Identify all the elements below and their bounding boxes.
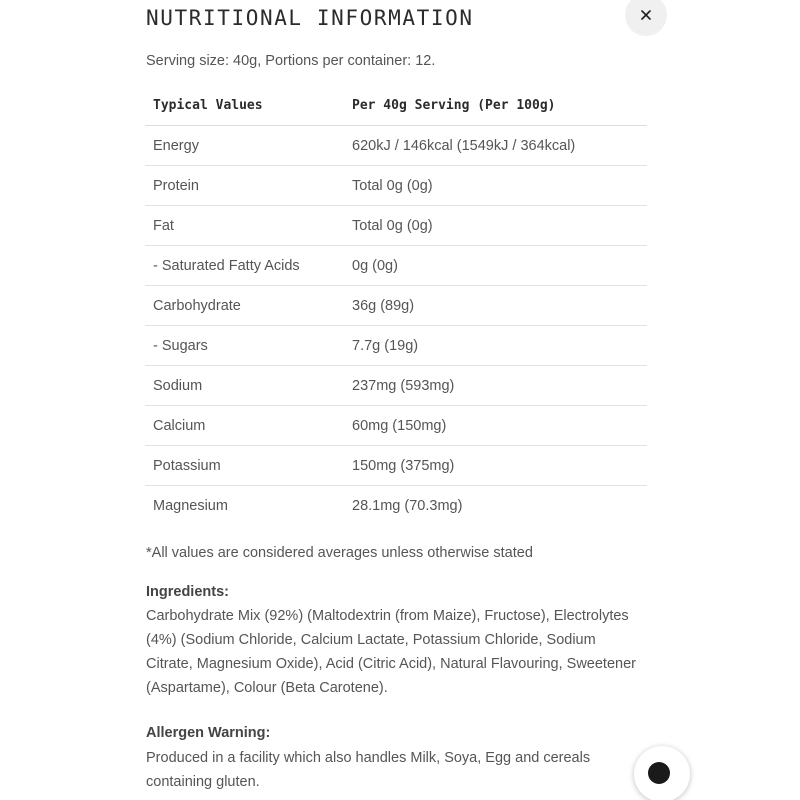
nutrient-name: Calcium: [145, 406, 344, 446]
ingredients-heading: Ingredients:: [146, 584, 229, 600]
nutrient-name: Sodium: [145, 366, 344, 406]
table-row: [145, 326, 647, 366]
table-row: [145, 406, 647, 446]
nutrient-name: Magnesium: [153, 497, 228, 514]
nutrient-value: 36g (89g): [344, 286, 647, 326]
nutrient-value: 0g (0g): [344, 246, 647, 286]
serving-info: Serving size: 40g, Portions per container: 12.: [146, 53, 436, 69]
ingredients-text: Carbohydrate Mix (92%) (Maltodextrin (from Maize), Fructose), Electrolytes (4%) (Sodium Chloride, Calcium Lactate, Potassium Chloride, Sodium Citrate, Magnesium Oxide), Acid (Citric Acid), Natural Flavouring, Sweetener (Aspartame), Colour (Beta Carotene).: [146, 608, 636, 696]
nutrition-table: [145, 86, 647, 525]
chat-icon: [648, 762, 670, 784]
nutrient-name: - Saturated Fatty Acids: [145, 246, 344, 286]
nutrient-name: Fat: [145, 206, 344, 246]
table-row: [145, 486, 647, 526]
averages-note: *All values are considered averages unless otherwise stated: [146, 545, 533, 561]
chat-widget-button[interactable]: [634, 746, 690, 800]
table-row: [145, 166, 647, 206]
table-row: [145, 366, 647, 406]
nutrient-value: 237mg (593mg): [344, 366, 647, 406]
nutrient-value: 150mg (375mg): [344, 446, 647, 486]
close-icon: [641, 10, 651, 20]
column-header-per-serving: Per 40g Serving (Per 100g): [344, 86, 647, 126]
close-button[interactable]: [625, 0, 667, 36]
nutrient-value: 620kJ / 146kcal (1549kJ / 364kcal): [344, 126, 647, 166]
nutrient-name: Potassium: [145, 446, 344, 486]
nutrient-name: Energy: [145, 126, 344, 166]
allergen-heading: Allergen Warning:: [146, 725, 271, 741]
nutrient-value: 60mg (150mg): [344, 406, 647, 446]
allergen-text: Produced in a facility which also handles Milk, Soya, Egg and cereals containing gluten.: [146, 750, 591, 790]
panel-title: NUTRITIONAL INFORMATION: [146, 6, 474, 30]
nutrient-value: Total 0g (0g): [344, 206, 647, 246]
column-header-typical-values: Typical Values: [145, 86, 344, 126]
nutrient-name: Carbohydrate: [145, 286, 344, 326]
table-row: [145, 286, 647, 326]
table-row: [145, 246, 647, 286]
nutrient-value: 28.1mg (70.3mg): [352, 497, 463, 514]
table-row: [145, 206, 647, 246]
nutrient-name: - Sugars: [145, 326, 344, 366]
table-row: [145, 446, 647, 486]
nutrient-name: Protein: [145, 166, 344, 206]
nutrient-value: 7.7g (19g): [344, 326, 647, 366]
table-header-row: [145, 86, 647, 126]
table-row: [145, 126, 647, 166]
nutrient-value: Total 0g (0g): [344, 166, 647, 206]
